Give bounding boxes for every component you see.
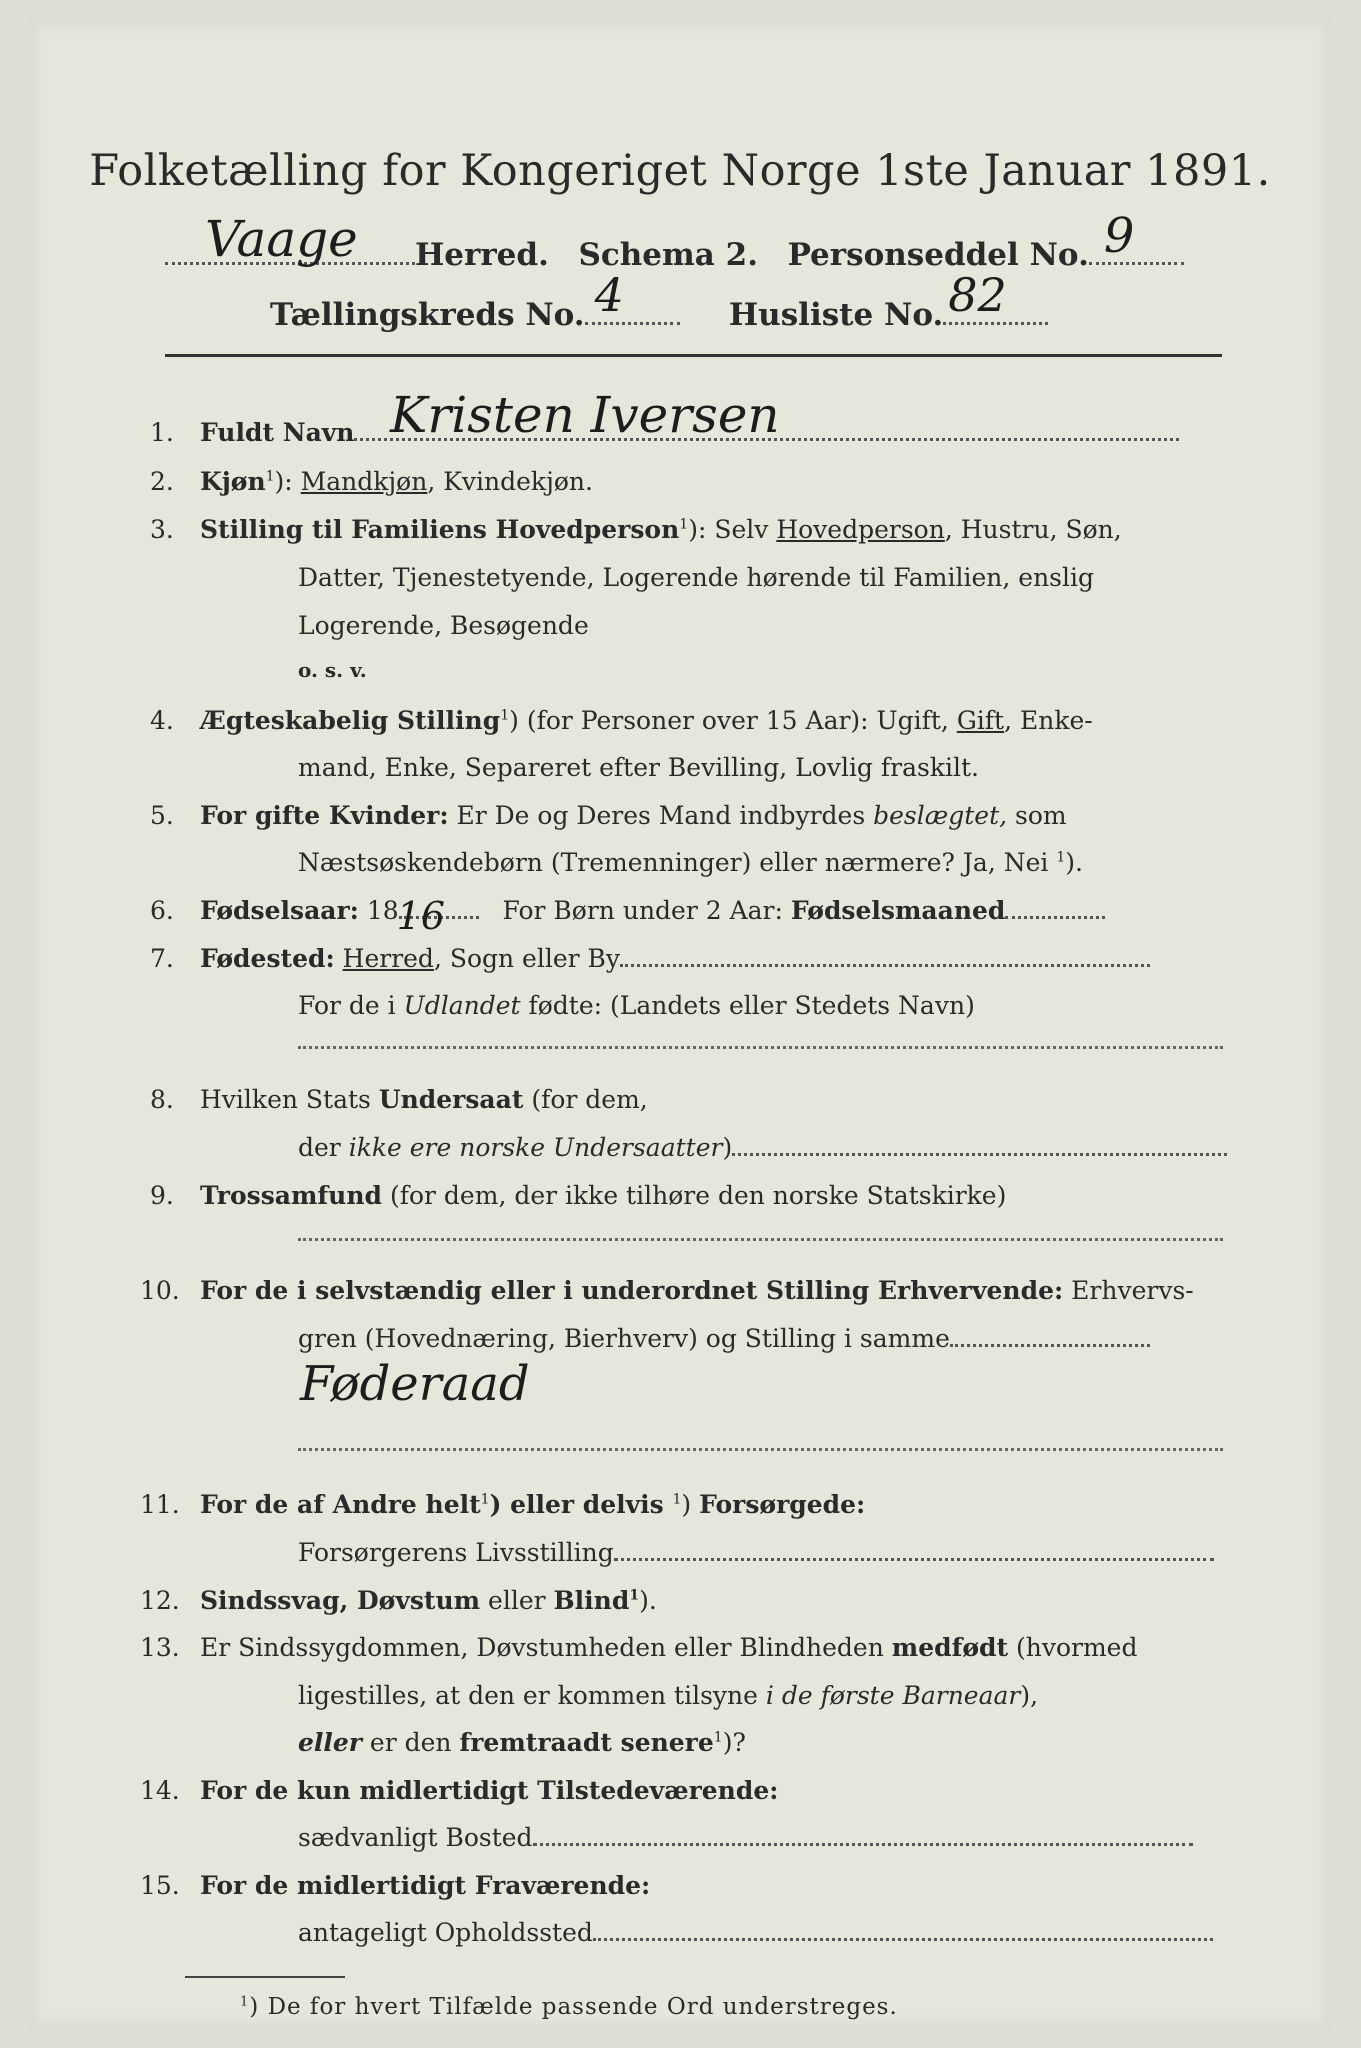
- q13-text-3d: )?: [722, 1728, 746, 1757]
- q15-row1: [200, 1871, 650, 1900]
- q6-rest-b: Fødselsmaaned: [790, 896, 1006, 925]
- q7-row1: [200, 944, 1150, 973]
- q15-fravaerende: midlertidigt Fraværende:: [297, 1871, 651, 1900]
- q8-text-2a: der: [298, 1133, 349, 1162]
- personseddel-value: 9: [1103, 208, 1135, 264]
- q15-text-a: For de: [200, 1871, 298, 1900]
- q8-number: 8.: [150, 1085, 174, 1114]
- q11-sup2: 1: [672, 1491, 682, 1508]
- q9-number: 9.: [150, 1181, 174, 1210]
- q5-row1: [200, 801, 1067, 830]
- q4-text-c: , Enke-: [1004, 706, 1093, 735]
- q6-rest: For Børn under 2 Aar:: [502, 896, 791, 925]
- q12-number: 12.: [140, 1586, 180, 1615]
- q15-number: 15.: [140, 1871, 180, 1900]
- q4-sup: 1: [500, 707, 510, 724]
- q7-field: [620, 964, 1150, 967]
- q5-text-2b: ).: [1065, 848, 1083, 877]
- q13-senere: fremtraadt senere: [459, 1728, 714, 1757]
- q1-value: Kristen Iversen: [390, 386, 780, 444]
- q10-field: [950, 1344, 1150, 1347]
- q6-prefix: 18: [366, 896, 399, 925]
- q9-blank-line: [298, 1238, 1223, 1241]
- q13-text-2c: ),: [1020, 1681, 1039, 1710]
- kreds-label: Tællingskreds No.: [270, 297, 585, 333]
- q11-text-c: ): [681, 1490, 700, 1519]
- q13-barneaar: i de første Barneaar: [765, 1681, 1021, 1710]
- q13-text-3b: er den: [361, 1728, 460, 1757]
- q2-label: Kjøn: [200, 467, 266, 496]
- q12-sup: 1: [629, 1587, 640, 1604]
- q11-number: 11.: [140, 1490, 180, 1519]
- q2-mandkjon: Mandkjøn: [300, 467, 428, 496]
- q6-value: 16: [396, 894, 446, 938]
- q4-text-a: ) (for Personer over 15 Aar): Ugift,: [509, 706, 957, 735]
- q3-sup: 1: [679, 516, 689, 533]
- q7-text-2c: fødte: (Landets eller Stedets Navn): [520, 991, 975, 1020]
- q5-label-a: For: [200, 801, 255, 830]
- q3-label: Stilling til Familiens Hovedperson: [200, 515, 680, 544]
- q12-label-d: ).: [639, 1586, 657, 1615]
- husliste-field: [943, 268, 1048, 325]
- q6-number: 6.: [150, 896, 174, 925]
- q9-rest: (for dem, der ikke tilhøre den norske Statskirke): [382, 1181, 1007, 1210]
- herred-row: [165, 208, 1184, 273]
- q10-blank-line: [298, 1448, 1223, 1451]
- q7-udlandet: Udlandet: [403, 991, 521, 1020]
- q3-number: 3.: [150, 515, 174, 544]
- footnote: [240, 1994, 898, 2020]
- q5-beslaegtet: beslægtet,: [873, 801, 1008, 830]
- q3-row3: Logerende, Besøgende: [298, 611, 589, 640]
- q10-erhvervende: Erhvervende:: [877, 1276, 1064, 1305]
- husliste-value: 82: [948, 268, 1007, 322]
- q12-label-a: Sindssvag, Døvstum: [200, 1586, 481, 1615]
- q3-row2: Datter, Tjenestetyende, Logerende hørende til Familien, enslig: [298, 563, 1095, 592]
- kreds-row: [270, 268, 1048, 333]
- q5-row2: [298, 848, 1083, 877]
- q2-number: 2.: [150, 467, 174, 496]
- herred-value: Vaage: [205, 210, 358, 268]
- personseddel-field: [1089, 208, 1184, 265]
- q5-text-a: Er De og Deres Mand indbyrdes: [448, 801, 874, 830]
- q1-label: Fuldt Navn: [200, 418, 355, 447]
- q11-forsorgede: Forsørgede:: [699, 1490, 866, 1519]
- q14-row1: [200, 1776, 778, 1805]
- q7-label: Fødested:: [200, 944, 335, 973]
- q12-label-b: eller: [480, 1586, 554, 1615]
- q3-row1: [200, 515, 1122, 544]
- q11-sup1: 1: [480, 1491, 490, 1508]
- q10-row2: [298, 1324, 1150, 1353]
- q14-text-2: sædvanligt Bosted: [298, 1823, 533, 1852]
- q11-text-b: ) eller delvis: [489, 1490, 673, 1519]
- q12-label-c: Blind: [553, 1586, 630, 1615]
- q7-rest: , Sogn eller By: [433, 944, 621, 973]
- q15-row2: [298, 1918, 1213, 1947]
- q10-text-c: Erhvervs-: [1063, 1276, 1194, 1305]
- q6-month-field: [1005, 916, 1105, 919]
- q2-row: [200, 467, 593, 496]
- q15-field: [593, 1938, 1213, 1941]
- q7-row2: [298, 991, 975, 1020]
- q2-sup: 1: [265, 468, 275, 485]
- q13-text-c: (hvormed: [1008, 1633, 1138, 1662]
- census-form-sheet: [30, 18, 1330, 2030]
- q7-blank-line: [298, 1046, 1223, 1049]
- q13-eller: eller: [298, 1728, 362, 1757]
- form-title: Folketælling for Kongeriget Norge 1ste Januar 1891.: [89, 146, 1271, 196]
- q14-tilstede: midlertidigt Tilstedeværende:: [359, 1776, 779, 1805]
- footnote-sup: 1: [240, 1994, 250, 2010]
- q14-field: [533, 1843, 1193, 1846]
- q8-text-2c: ): [722, 1133, 733, 1162]
- q3-text-a: ): Selv: [688, 515, 777, 544]
- q11-row1: [200, 1490, 865, 1519]
- q14-row2: [298, 1823, 1193, 1852]
- personseddel-label: Personseddel No.: [787, 237, 1089, 273]
- q8-ikke: ikke ere norske Undersaatter: [348, 1133, 723, 1162]
- q3-text-c: , Hustru, Søn,: [944, 515, 1122, 544]
- q7-herred: Herred: [342, 944, 434, 973]
- q10-text-2: gren (Hovednæring, Bierhverv) og Stilling i samme: [298, 1324, 950, 1353]
- q5-number: 5.: [150, 801, 174, 830]
- q10-row1: [200, 1276, 1194, 1305]
- herred-field: [165, 210, 415, 268]
- footnote-rule: [185, 1976, 345, 1978]
- q7-number: 7.: [150, 944, 174, 973]
- q4-row1: [200, 706, 1093, 735]
- q14-number: 14.: [140, 1776, 180, 1805]
- q3-hovedperson: Hovedperson: [776, 515, 945, 544]
- q9-row: [200, 1181, 1006, 1210]
- q6-label: Fødselsaar:: [200, 896, 359, 925]
- q5-text-2a: Næstsøskendebørn (Tremenninger) eller nærmere? Ja, Nei: [298, 848, 1057, 877]
- schema-label: Schema 2.: [578, 237, 759, 273]
- q10-number: 10.: [140, 1276, 180, 1305]
- q10-text-a: For de i selvstændig eller i underordnet Stilling: [200, 1276, 878, 1305]
- q11-field: [614, 1558, 1214, 1561]
- q13-medfodt: medfødt: [891, 1633, 1009, 1662]
- q3-row4: o. s. v.: [298, 658, 367, 682]
- herred-label: Herred.: [415, 237, 549, 273]
- kreds-value: 4: [594, 268, 624, 322]
- q5-sup: 1: [1056, 849, 1066, 866]
- q13-sup: 1: [713, 1729, 723, 1746]
- q13-text-a: Er Sindssygdommen, Døvstumheden eller Blindheden: [200, 1633, 892, 1662]
- q2-rest: ):: [274, 467, 301, 496]
- q5-text-c: som: [1007, 801, 1067, 830]
- q8-field: [732, 1153, 1227, 1156]
- q13-text-2a: ligestilles, at den er kommen tilsyne: [298, 1681, 766, 1710]
- kreds-field: [585, 268, 680, 325]
- q6-row: [200, 894, 1105, 938]
- footnote-text: ) De for hvert Tilfælde passende Ord understreges.: [249, 1994, 898, 2020]
- q6-field: [396, 894, 479, 938]
- q8-undersaat: Undersaat: [378, 1085, 524, 1114]
- husliste-label: Husliste No.: [728, 297, 944, 333]
- q7-text-2a: For de i: [298, 991, 404, 1020]
- header-divider: [165, 354, 1222, 357]
- q11-row2: [298, 1538, 1214, 1567]
- q14-text-a: For de kun: [200, 1776, 360, 1805]
- q4-row2: mand, Enke, Separeret efter Bevilling, Lovlig fraskilt.: [298, 753, 979, 782]
- q8-row1: [200, 1085, 648, 1114]
- q13-row2: [298, 1681, 1038, 1710]
- q12-row: [200, 1586, 657, 1615]
- q8-text-a: Hvilken Stats: [200, 1085, 379, 1114]
- q13-number: 13.: [140, 1633, 180, 1662]
- q8-text-c: (for dem,: [523, 1085, 648, 1114]
- q13-row1: [200, 1633, 1137, 1662]
- q13-row3: [298, 1728, 746, 1757]
- q1-number: 1.: [150, 418, 174, 447]
- q4-number: 4.: [150, 706, 174, 735]
- q10-value: Føderaad: [300, 1356, 530, 1412]
- q11-text-2: Forsørgerens Livsstilling: [298, 1538, 614, 1567]
- q9-label: Trossamfund: [200, 1181, 383, 1210]
- q2-kvindekjon: , Kvindekjøn.: [427, 467, 593, 496]
- q15-text-2: antageligt Opholdssted: [298, 1918, 593, 1947]
- q5-label-b: gifte Kvinder:: [254, 801, 449, 830]
- q8-row2: [298, 1133, 1227, 1162]
- q4-gift: Gift: [956, 706, 1005, 735]
- q4-label: Ægteskabelig Stilling: [200, 706, 501, 735]
- q11-text-a: For de af Andre helt: [200, 1490, 481, 1519]
